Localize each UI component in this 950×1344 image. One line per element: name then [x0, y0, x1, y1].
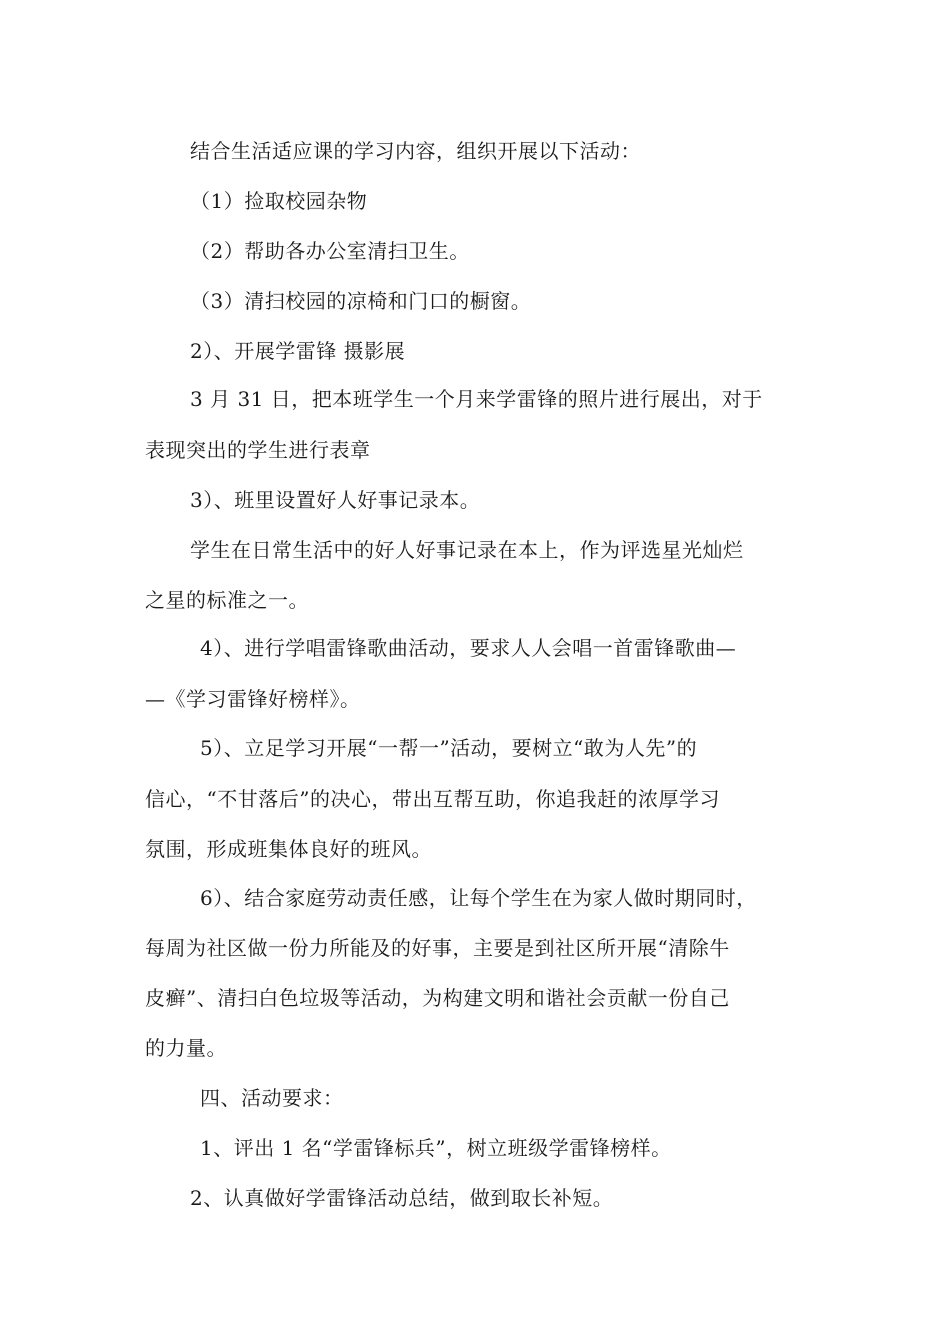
text-line: 4）、进行学唱雷锋歌曲活动，要求人人会唱一首雷锋歌曲— — [200, 636, 737, 660]
text-line: 每周为社区做一份力所能及的好事，主要是到社区所开展“清除牛 — [145, 936, 730, 960]
text-line: 结合生活适应课的学习内容，组织开展以下活动： — [190, 139, 641, 163]
text-line: 2）、开展学雷锋 摄影展 — [190, 339, 406, 363]
text-line: 3 月 31 日，把本班学生一个月来学雷锋的照片进行展出，对于 — [190, 387, 763, 411]
text-line: （1）捡取校园杂物 — [190, 189, 368, 213]
text-line: 5）、立足学习开展“一帮一”活动，要树立“敢为人先”的 — [200, 736, 698, 760]
text-line: （3）清扫校园的凉椅和门口的橱窗。 — [190, 289, 532, 313]
text-line: 3）、班里设置好人好事记录本。 — [190, 488, 481, 512]
text-line: 6）、结合家庭劳动责任感，让每个学生在为家人做时期同时， — [200, 886, 757, 910]
text-line: 氛围，形成班集体良好的班风。 — [145, 837, 432, 861]
text-line: 学生在日常生活中的好人好事记录在本上，作为评选星光灿烂 — [190, 538, 744, 562]
text-line: 皮癣”、清扫白色垃圾等活动，为构建文明和谐社会贡献一份自己 — [145, 986, 730, 1010]
text-line: —《学习雷锋好榜样》。 — [145, 687, 361, 711]
text-line: 表现突出的学生进行表章 — [145, 438, 371, 462]
text-line: 信心，“不甘落后”的决心，带出互帮互助，你追我赶的浓厚学习 — [145, 787, 720, 811]
text-line: 1、评出 1 名“学雷锋标兵”，树立班级学雷锋榜样。 — [200, 1136, 672, 1160]
section-heading: 四、活动要求： — [200, 1086, 344, 1110]
text-line: 的力量。 — [145, 1036, 227, 1060]
text-line: （2）帮助各办公室清扫卫生。 — [190, 239, 470, 263]
text-line: 2、认真做好学雷锋活动总结，做到取长补短。 — [190, 1186, 614, 1210]
text-line: 之星的标准之一。 — [145, 588, 309, 612]
